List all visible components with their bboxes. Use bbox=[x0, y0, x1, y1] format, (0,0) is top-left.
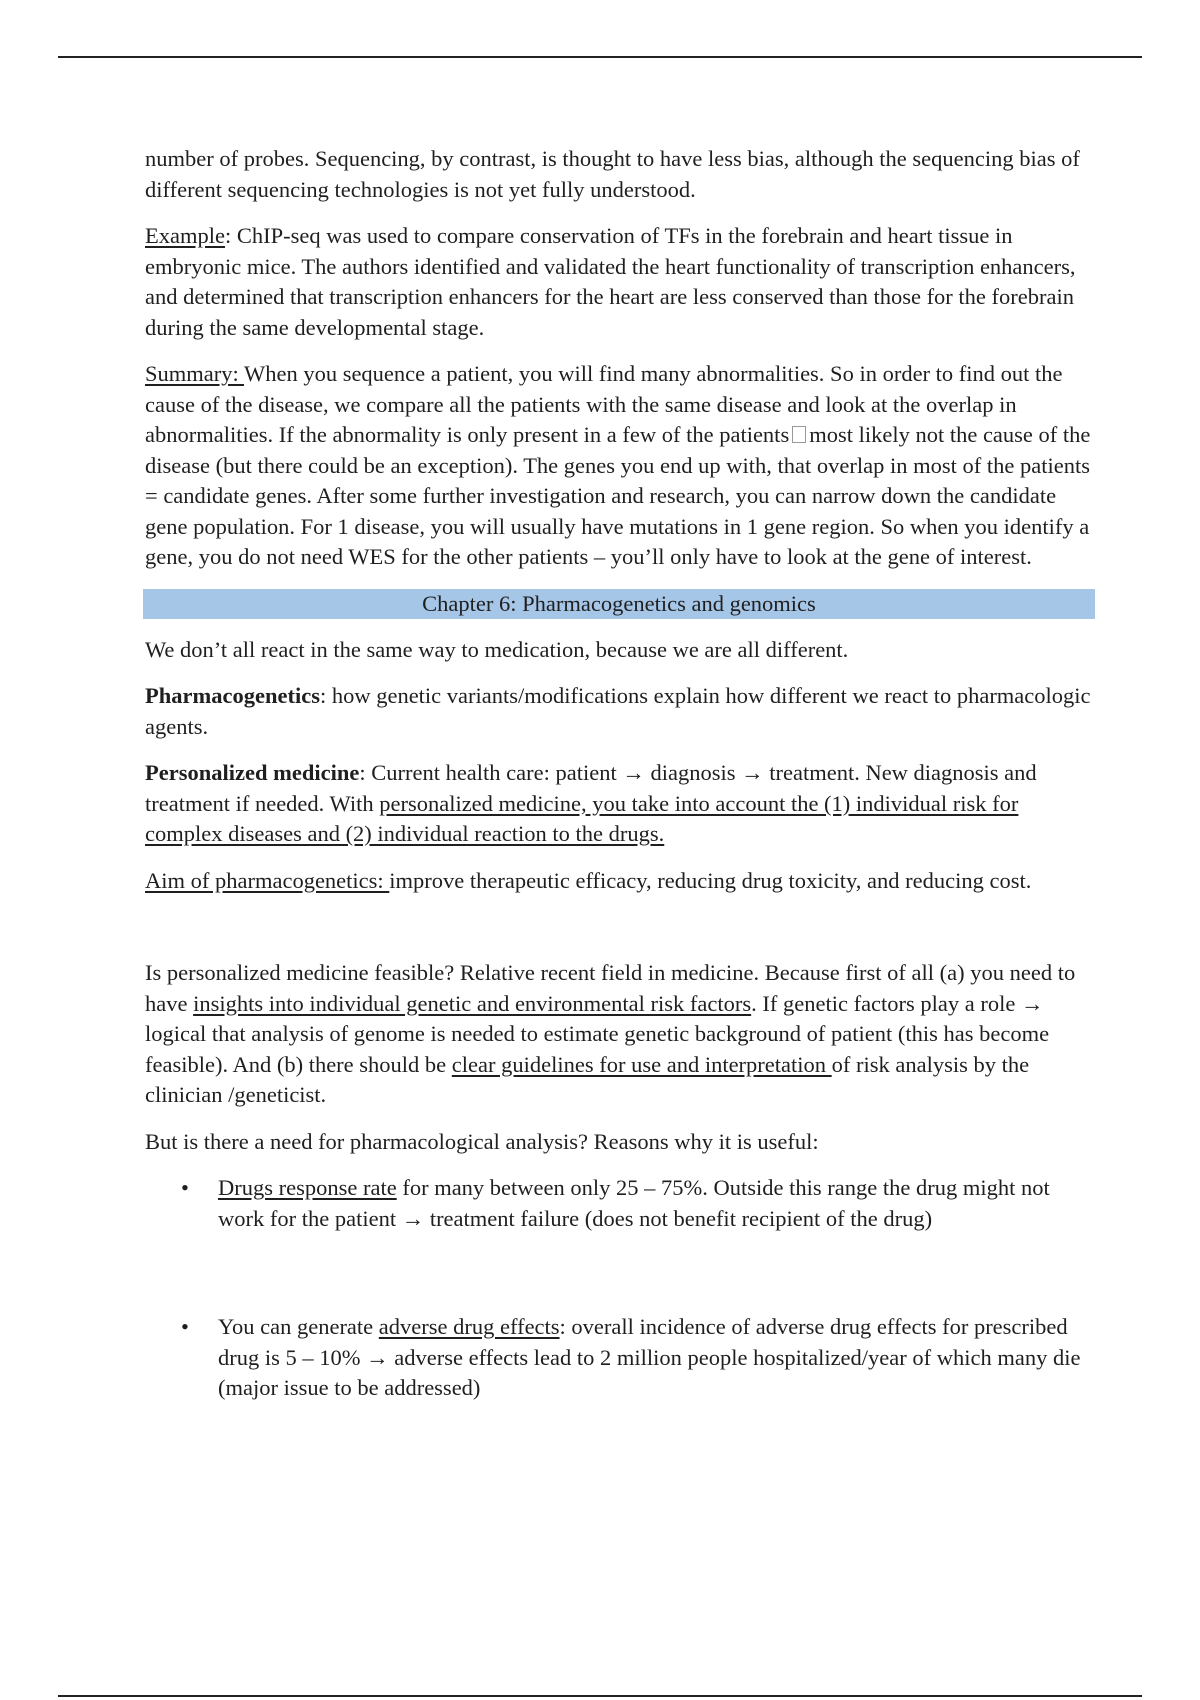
bullet-icon: • bbox=[181, 1175, 189, 1200]
chapter-heading: Chapter 6: Pharmacogenetics and genomics bbox=[143, 589, 1095, 619]
reasons-list bbox=[145, 1173, 1093, 1404]
paragraph-example bbox=[145, 221, 1093, 343]
summary-label: Summary: bbox=[145, 361, 244, 386]
spacer bbox=[145, 1250, 1093, 1312]
pharmacogenetics-definition: : how genetic variants/modifications explain how different we react to pharmacologic agents. bbox=[145, 683, 1091, 739]
paragraph-need: But is there a need for pharmacological analysis? Reasons why it is useful: bbox=[145, 1128, 819, 1154]
paragraph-personalized-medicine bbox=[145, 758, 1093, 850]
feasibility-text-1: Is personalized medicine feasible? Relative recent field in medicine. Because first of all (a) you need to have bbox=[145, 960, 1076, 1016]
personalized-medicine-term: Personalized medicine bbox=[145, 760, 360, 785]
spacer bbox=[145, 912, 1093, 958]
list-item-underlined: Drugs response rate bbox=[218, 1175, 397, 1200]
paragraph-feasibility bbox=[145, 958, 1093, 1111]
paragraph-pharmacogenetics bbox=[145, 681, 1093, 742]
list-item-underlined: adverse drug effects bbox=[378, 1314, 560, 1339]
feasibility-underlined-1: insights into individual genetic and environmental risk factors bbox=[193, 990, 752, 1016]
personalized-medicine-underlined: personalized medicine, you take into account the (1) individual risk for complex diseases and (2) individual reaction to the drugs. bbox=[145, 790, 1019, 846]
list-item bbox=[145, 1173, 1093, 1234]
missing-glyph-box-icon bbox=[792, 426, 806, 443]
list-item bbox=[145, 1312, 1093, 1404]
list-item-prefix: You can generate bbox=[218, 1314, 379, 1339]
paragraph-summary bbox=[145, 359, 1093, 573]
footer-rule bbox=[58, 1695, 1142, 1697]
paragraph-probes: number of probes. Sequencing, by contrast, is thought to have less bias, although the sequencing bias of different sequencing technologies is not yet fully understood. bbox=[145, 146, 1080, 202]
document-body bbox=[145, 144, 1093, 1420]
header-rule bbox=[58, 56, 1142, 58]
feasibility-underlined-2: clear guidelines for use and interpretation bbox=[451, 1051, 832, 1077]
paragraph-aim bbox=[145, 866, 1093, 897]
pharmacogenetics-term: Pharmacogenetics bbox=[145, 683, 320, 708]
example-label: Example bbox=[145, 223, 225, 248]
list-item-text: for many between only 25 – 75%. Outside this range the drug might not work for the patient → treatment failure (does not benefit recipient of the drug) bbox=[218, 1175, 1050, 1231]
paragraph-intro: We don’t all react in the same way to medication, because we are all different. bbox=[145, 636, 849, 662]
summary-text-b: most likely not the cause of the disease (but there could be an exception). The genes you end up with, that overlap in most of the patients = candidate genes. After some further investigation and research, you can narrow down the candidate gene population. For 1 disease, you will usually have mutations in 1 gene region. So when you identify a gene, you do not need WES for the other patients – you’ll only have to look at the gene of interest. bbox=[145, 422, 1091, 569]
aim-text: improve therapeutic efficacy, reducing drug toxicity, and reducing cost. bbox=[389, 867, 1032, 893]
summary-text-a: When you sequence a patient, you will find many abnormalities. So in order to find out the cause of the disease, we compare all the patients with the same disease and look at the overlap in abnormalities. If the abnormality is only present in a few of the patients bbox=[145, 361, 1063, 447]
feasibility-text-2: . If genetic factors play a role → logical that analysis of genome is needed to estimate genetic background of patient (this has become feasible). And (b) there should be bbox=[145, 990, 1050, 1077]
aim-label: Aim of pharmacogenetics: bbox=[145, 867, 390, 893]
feasibility-text-3: of risk analysis by the clinician /geneticist. bbox=[145, 1051, 1030, 1107]
example-text: : ChIP-seq was used to compare conservation of TFs in the forebrain and heart tissue in embryonic mice. The authors identified and validated the heart functionality of transcription enhancers, and determined that transcription enhancers for the heart are less conserved than those for the forebrain during the same developmental stage. bbox=[145, 223, 1076, 340]
list-item-text: : overall incidence of adverse drug effects for prescribed drug is 5 – 10% → adverse effects lead to 2 million people hospitalized/year of which many die (major issue to be addressed) bbox=[218, 1314, 1081, 1400]
personalized-medicine-text: : Current health care: patient → diagnosis → treatment. New diagnosis and treatment if needed. With bbox=[145, 760, 1037, 816]
bullet-icon: • bbox=[181, 1314, 189, 1339]
